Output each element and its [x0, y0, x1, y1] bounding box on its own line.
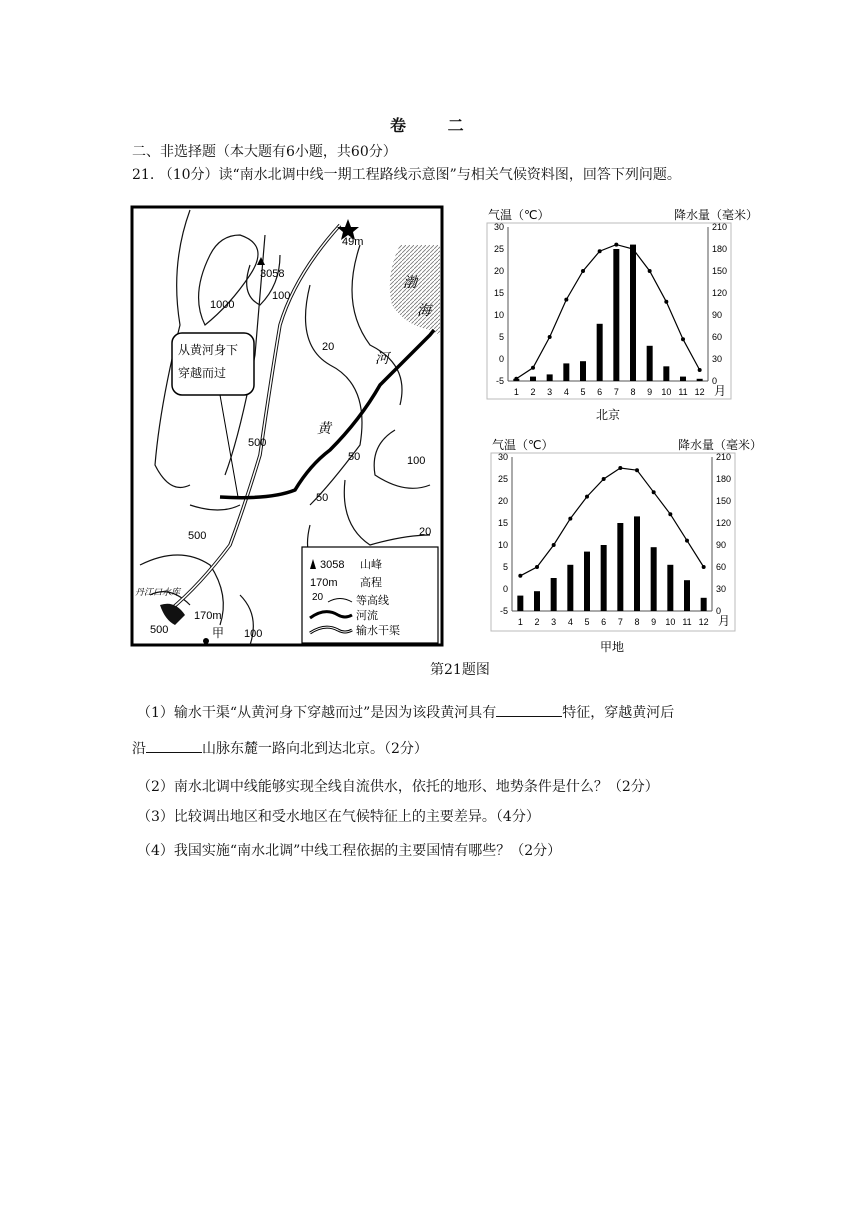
x-tick-label: 6 — [601, 617, 607, 627]
x-tick-label: 2 — [534, 617, 540, 627]
y2-tick-label: 0 — [716, 606, 722, 616]
contour-1000: 1000 — [210, 299, 235, 311]
y2-tick-label: 60 — [716, 562, 727, 572]
route-map — [130, 205, 444, 647]
x-tick-label: 1 — [513, 387, 519, 397]
x-tick-label: 4 — [563, 387, 569, 397]
y2-tick-label: 180 — [712, 244, 728, 254]
y1-tick-label: 25 — [497, 474, 508, 484]
contour-20a: 20 — [322, 341, 335, 353]
temperature-point — [652, 490, 656, 494]
temperature-point — [631, 247, 635, 251]
sea-label-2: 海 — [417, 302, 431, 318]
section-heading: 二、非选择题（本大题有6小题，共60分） — [132, 144, 397, 160]
elev-170: 170m — [194, 610, 222, 622]
chart-frame — [491, 453, 735, 631]
legend-river-label: 河流 — [356, 610, 378, 622]
y1-tick-label: -5 — [499, 606, 508, 616]
climate-chart-beijing — [486, 205, 760, 425]
legend-elev-label: 高程 — [360, 577, 382, 589]
y1-tick-label: 30 — [497, 452, 508, 462]
y1-tick-label: 10 — [497, 540, 508, 550]
precip-bar — [567, 565, 573, 611]
contour-100b: 100 — [407, 455, 426, 467]
y2-tick-label: 60 — [712, 332, 723, 342]
x-tick-label: 11 — [682, 617, 692, 627]
temperature-point — [618, 466, 622, 470]
y2-tick-label: 90 — [716, 540, 727, 550]
x-unit-label: 月 — [714, 384, 727, 398]
x-tick-label: 1 — [517, 617, 523, 627]
q1-text-b: 特征，穿越黄河后 — [562, 705, 675, 721]
temperature-point — [552, 543, 556, 547]
section-title: 卷 二 — [390, 116, 482, 135]
x-tick-label: 7 — [613, 387, 619, 397]
y1-tick-label: 5 — [502, 562, 508, 572]
y2-axis-label: 降水量（毫米） — [673, 208, 758, 222]
y2-tick-label: 180 — [716, 474, 732, 484]
y2-tick-label: 150 — [716, 496, 732, 506]
temperature-point — [635, 468, 639, 472]
temperature-point — [598, 249, 602, 253]
x-tick-label: 9 — [651, 617, 657, 627]
temperature-point — [668, 512, 672, 516]
y1-axis-label: 气温（℃） — [492, 438, 554, 452]
legend-contour-value: 20 — [312, 592, 324, 603]
x-tick-label: 3 — [547, 387, 553, 397]
legend-contour-label: 等高线 — [356, 595, 389, 607]
river-label-1: 河 — [375, 350, 389, 366]
precip-bar — [601, 545, 607, 611]
x-tick-label: 2 — [530, 387, 536, 397]
question-1-line-2 — [132, 738, 428, 758]
temperature-point — [614, 243, 618, 247]
temperature-point — [531, 366, 535, 370]
y1-tick-label: -5 — [495, 376, 504, 386]
x-tick-label: 10 — [661, 387, 672, 397]
x-tick-label: 10 — [665, 617, 676, 627]
chart-frame — [487, 223, 731, 399]
y2-tick-label: 120 — [712, 288, 728, 298]
precip-bar — [680, 377, 686, 381]
x-tick-label: 3 — [551, 617, 557, 627]
q1-text-c: 沿 — [132, 741, 146, 757]
x-tick-label: 11 — [678, 387, 688, 397]
temperature-point — [585, 495, 589, 499]
precip-bar — [613, 249, 619, 381]
question-2: （2）南水北调中线能够实现全线自流供水，依托的地形、地势条件是什么？（2分） — [137, 779, 659, 795]
precip-bar — [530, 377, 536, 381]
chart-caption: 北京 — [595, 408, 621, 422]
precip-bar — [663, 366, 669, 381]
precip-bar — [647, 346, 653, 381]
climate-chart-jia — [490, 435, 764, 657]
y2-tick-label: 0 — [712, 376, 718, 386]
legend-peak-label: 山峰 — [360, 559, 382, 571]
contour-100c: 100 — [244, 628, 263, 640]
y1-axis-label: 气温（℃） — [488, 208, 550, 222]
q1-blank-1[interactable] — [496, 702, 562, 717]
x-tick-label: 12 — [694, 387, 705, 397]
x-tick-label: 9 — [647, 387, 653, 397]
legend-elev-value: 170m — [310, 577, 338, 589]
precip-bar — [584, 552, 590, 611]
temperature-point — [535, 565, 539, 569]
contour-500a: 500 — [248, 437, 267, 449]
question-3: （3）比较调出地区和受水地区在气候特征上的主要差异。（4分） — [137, 809, 540, 825]
river-label-2: 黄 — [317, 420, 331, 436]
y1-tick-label: 5 — [498, 332, 504, 342]
contour-50a: 50 — [348, 451, 361, 463]
temperature-point — [514, 377, 518, 381]
y2-tick-label: 90 — [712, 310, 723, 320]
precip-bar — [701, 598, 707, 611]
q1-text-d: 山脉东麓一路向北到达北京。（2分） — [202, 741, 428, 757]
temperature-point — [702, 565, 706, 569]
question-1-line-1 — [137, 702, 674, 722]
contour-100a: 100 — [272, 290, 291, 302]
chart-caption: 甲地 — [599, 640, 625, 654]
y1-tick-label: 20 — [493, 266, 504, 276]
callout-line-1: 从黄河身下 — [178, 343, 239, 357]
temperature-point — [648, 269, 652, 273]
y2-tick-label: 120 — [716, 518, 732, 528]
precip-bar — [630, 245, 636, 381]
precip-bar — [667, 565, 673, 611]
x-tick-label: 5 — [580, 387, 586, 397]
x-tick-label: 8 — [630, 387, 636, 397]
x-tick-label: 7 — [617, 617, 623, 627]
temperature-point — [518, 574, 522, 578]
legend-canal-label: 输水干渠 — [356, 625, 400, 637]
y2-tick-label: 210 — [712, 222, 728, 232]
precip-bar — [684, 580, 690, 611]
contour-20b: 20 — [419, 526, 432, 538]
reservoir-label: 丹江口水库 — [135, 587, 181, 597]
y1-tick-label: 0 — [498, 354, 504, 364]
x-tick-label: 5 — [584, 617, 590, 627]
precip-bar — [563, 363, 569, 381]
y1-tick-label: 10 — [493, 310, 504, 320]
contour-50b: 50 — [316, 492, 329, 504]
sea-label-1: 渤 — [403, 274, 417, 290]
temperature-point — [564, 298, 568, 302]
x-tick-label: 12 — [698, 617, 709, 627]
precip-bar — [697, 379, 703, 381]
precip-bar — [547, 374, 553, 381]
x-tick-label: 6 — [597, 387, 603, 397]
jia-label: 甲 — [212, 626, 225, 640]
precip-bar — [597, 324, 603, 381]
precip-bar — [651, 547, 657, 611]
x-unit-label: 月 — [718, 614, 731, 628]
temperature-point — [568, 517, 572, 521]
temperature-point — [581, 269, 585, 273]
elev-49: 49m — [342, 236, 364, 248]
y1-tick-label: 0 — [502, 584, 508, 594]
y1-tick-label: 15 — [497, 518, 508, 528]
y2-tick-label: 210 — [716, 452, 732, 462]
question-intro: 21. （10分）读“南水北调中线一期工程路线示意图”与相关气候资料图，回答下列问题。 — [132, 167, 681, 183]
q1-text-a: （1）输水干渠“从黄河身下穿越而过”是因为该段黄河具有 — [137, 705, 497, 721]
y1-tick-label: 15 — [493, 288, 504, 298]
precip-bar — [534, 591, 540, 611]
callout-line-2: 穿越而过 — [178, 366, 227, 380]
precip-bar — [617, 523, 623, 611]
precip-bar — [551, 578, 557, 611]
precip-bar — [634, 516, 640, 611]
temperature-point — [664, 300, 668, 304]
precip-bar — [580, 361, 586, 381]
x-tick-label: 8 — [634, 617, 640, 627]
y2-tick-label: 30 — [716, 584, 727, 594]
y1-tick-label: 30 — [493, 222, 504, 232]
y2-tick-label: 30 — [712, 354, 723, 364]
legend-peak-value: 3058 — [320, 559, 345, 571]
q1-blank-2[interactable] — [146, 738, 202, 753]
y2-axis-label: 降水量（毫米） — [677, 438, 762, 452]
temperature-point — [681, 337, 685, 341]
temperature-point — [685, 539, 689, 543]
figure-caption: 第21题图 — [430, 662, 490, 678]
question-4: （4）我国实施“南水北调”中线工程依据的主要国情有哪些？（2分） — [137, 843, 562, 859]
jia-dot — [203, 638, 209, 644]
y2-tick-label: 150 — [712, 266, 728, 276]
x-tick-label: 4 — [567, 617, 573, 627]
temperature-point — [548, 335, 552, 339]
peak-label: 3058 — [260, 268, 285, 280]
temperature-point — [698, 368, 702, 372]
y1-tick-label: 20 — [497, 496, 508, 506]
y1-tick-label: 25 — [493, 244, 504, 254]
contour-500b: 500 — [188, 530, 207, 542]
temperature-point — [602, 477, 606, 481]
contour-500c: 500 — [150, 624, 169, 636]
precip-bar — [517, 596, 523, 611]
